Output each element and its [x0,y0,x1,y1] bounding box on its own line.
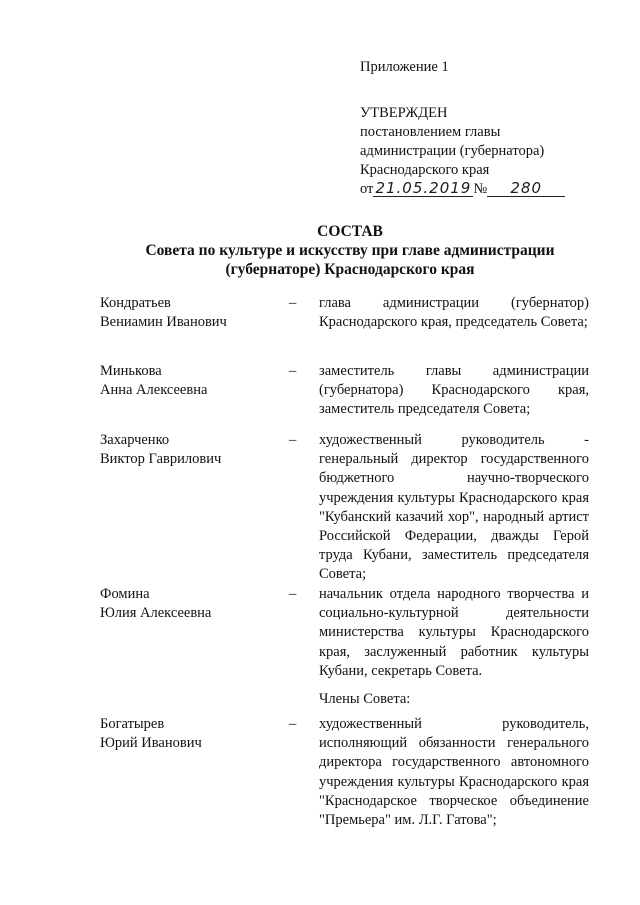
member-role: художественный руководитель - генеральный директор государственного бюджетного научно-творческого учреждения культуры Краснодарского края "Кубанский казачий хор", народный артист Российской Федерации, дважды Герой труда Кубани, заместитель председателя Совета; [319,432,589,583]
approved-heading: УТВЕРЖДЕН [360,105,448,121]
member-given-name: Виктор Гаврилович [100,451,222,468]
member-role: начальник отдела народного творчества и социально-культурной деятельности министерства культуры Краснодарского края, заслуженный работник культуры Кубани, секретарь Совета. [319,586,589,679]
member-surname: Фомина [100,586,150,602]
title-line-2: (губернаторе) Краснодарского края [225,261,475,278]
member-given-name: Юлия Алексеевна [100,605,212,622]
member-given-name: Вениамин Иванович [100,314,227,331]
handwritten-number: 280 [487,180,565,197]
appendix-label: Приложение 1 [360,59,449,75]
number-prefix: № [473,181,488,197]
title-main: СОСТАВ [317,223,383,240]
member-surname: Кондратьев [100,295,171,311]
member-name [100,585,280,623]
member-name [100,715,280,753]
dash-separator: – [289,432,297,448]
dash-separator: – [289,363,297,379]
handwritten-date: 21.05.2019 [373,180,473,197]
members-section-label: Члены Совета: [319,691,411,707]
member-role: заместитель главы администрации (губернатора) Краснодарского края, заместитель председателя Совета; [319,363,589,418]
member-role: художественный руководитель, исполняющий обязанности генерального директора государственного автономного учреждения культуры Краснодарского края "Краснодарское творческое объединение "Премьера" им. Л.Г. Гатова"; [319,716,589,829]
dash-separator: – [289,586,297,602]
approval-stamp [360,104,565,199]
member-role: глава администрации (губернатор) Краснодарского края, председатель Совета; [319,295,589,331]
title-line-1: Совета по культуре и искусству при главе администрации [145,242,555,259]
member-name [100,431,280,469]
member-surname: Захарченко [100,432,170,448]
member-surname: Богатырев [100,716,165,732]
approved-line: Краснодарского края [360,162,490,178]
member-name [100,362,280,400]
member-given-name: Юрий Иванович [100,735,202,752]
dash-separator: – [289,716,297,732]
date-prefix: от [360,181,374,197]
member-name [100,294,280,332]
document-title [100,222,600,279]
approved-line: постановлением главы [360,124,501,140]
member-given-name: Анна Алексеевна [100,382,208,399]
approved-line: администрации (губернатора) [360,143,545,159]
dash-separator: – [289,295,297,311]
member-surname: Минькова [100,363,162,379]
date-number-line [360,180,565,199]
